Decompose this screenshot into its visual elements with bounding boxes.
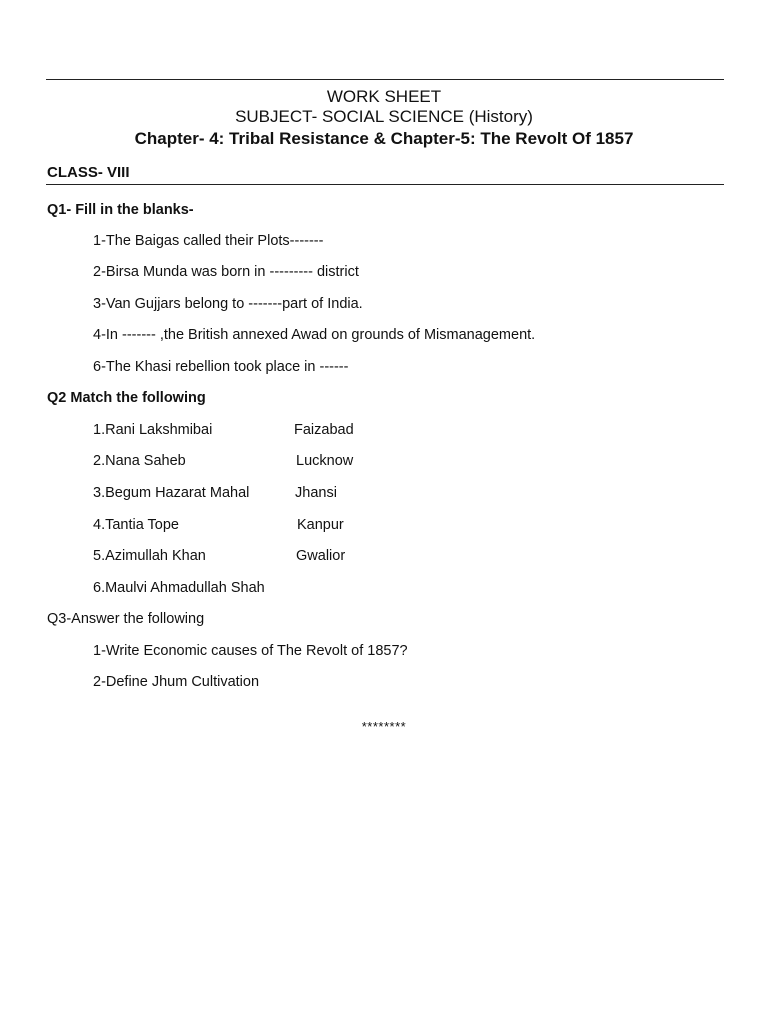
q1-heading: Q1- Fill in the blanks- [47, 202, 194, 218]
q1-item-1: 1-The Baigas called their Plots------- [93, 233, 324, 249]
end-marker: ******** [361, 719, 407, 734]
match-left-3: 3.Begum Hazarat Mahal [93, 485, 250, 501]
match-left-6: 6.Maulvi Ahmadullah Shah [93, 580, 265, 596]
worksheet-title: WORK SHEET [326, 87, 442, 106]
match-right-3: Jhansi [295, 485, 337, 501]
header-divider [46, 184, 724, 185]
match-right-2: Lucknow [296, 453, 354, 469]
q1-item-5: 6-The Khasi rebellion took place in ------ [93, 359, 349, 375]
subject-title: SUBJECT- SOCIAL SCIENCE (History) [235, 107, 533, 126]
match-left-2: 2.Nana Saheb [93, 453, 186, 469]
class-label: CLASS- VIII [47, 164, 130, 181]
match-left-1: 1.Rani Lakshmibai [93, 422, 213, 438]
q2-heading: Q2 Match the following [47, 390, 206, 406]
match-right-1: Faizabad [294, 422, 354, 438]
q1-item-2: 2-Birsa Munda was born in --------- district [93, 264, 359, 280]
chapter-title: Chapter- 4: Tribal Resistance & Chapter-5: The Revolt Of 1857 [134, 129, 634, 148]
q1-item-4: 4-In ------- ,the British annexed Awad on grounds of Mismanagement. [93, 327, 536, 343]
match-right-4: Kanpur [297, 517, 344, 533]
q3-item-1: 1-Write Economic causes of The Revolt of 1857? [93, 643, 408, 659]
q3-heading: Q3-Answer the following [47, 611, 205, 627]
match-left-4: 4.Tantia Tope [93, 517, 179, 533]
q1-item-3: 3-Van Gujjars belong to -------part of India. [93, 296, 363, 312]
q3-item-2: 2-Define Jhum Cultivation [93, 674, 260, 690]
match-right-5: Gwalior [296, 548, 346, 564]
match-left-5: 5.Azimullah Khan [93, 548, 206, 564]
top-rule [46, 79, 724, 80]
